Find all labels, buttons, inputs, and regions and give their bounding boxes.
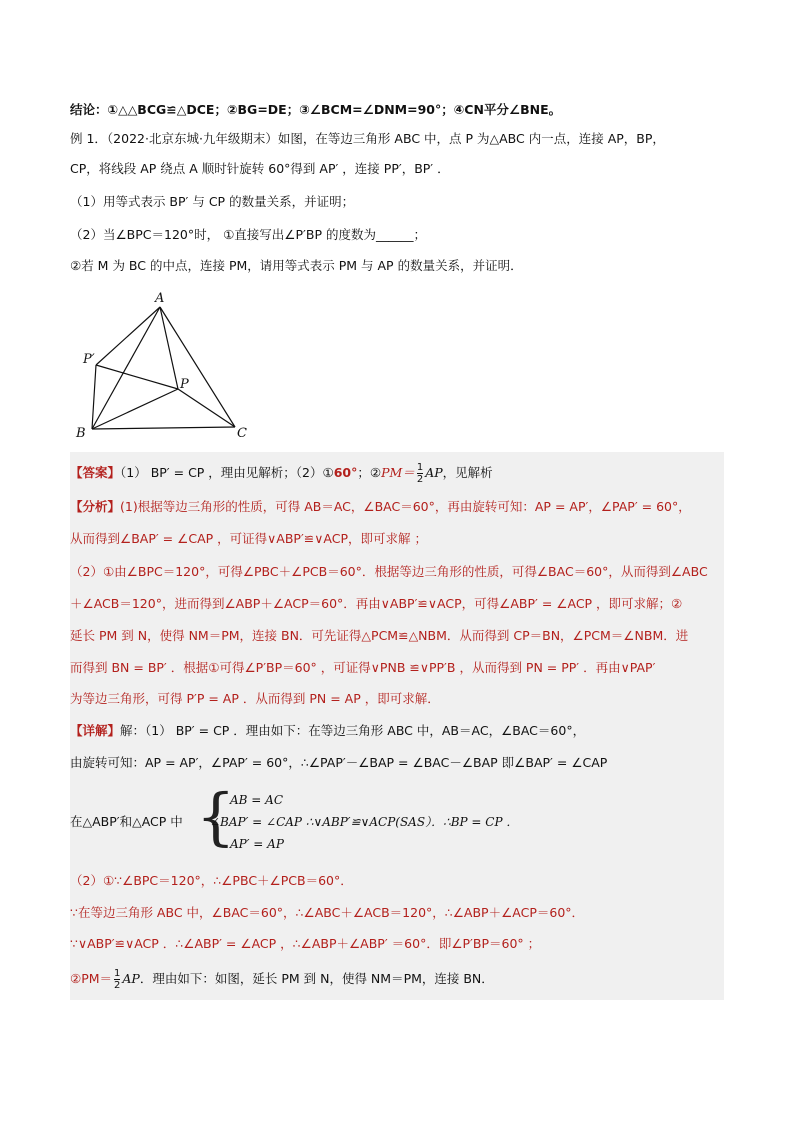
detail-text-4: （2）①∵∠BPC＝120°，∴∠PBC＋∠PCB＝60°． — [70, 873, 353, 888]
system-eq-2 — [210, 812, 518, 832]
detail-text-7-tail: ．理由如下：如图，延长 PM 到 N，使得 NM＝PM，连接 BN． — [139, 971, 494, 986]
conclusion-line — [70, 101, 561, 119]
detail-fraction — [114, 968, 120, 991]
answer-frac-num: 1 — [416, 462, 424, 473]
answer-line — [70, 462, 493, 485]
answer-angle-value: 60° — [333, 465, 358, 480]
analysis-line-1 — [70, 498, 691, 516]
system-eq-3-text: AP′ = AP — [230, 837, 284, 851]
question-2a-text: （2）当∠BPC＝120°时， ①直接写出∠P′BP 的度数为______； — [70, 227, 426, 242]
system-eq-1 — [230, 790, 283, 810]
system-eq-1-text: AB = AC — [230, 793, 284, 807]
analysis-text-1: (1)根据等边三角形的性质，可得 AB＝AC，∠BAC＝60°，再由旋转可知：AP = AP′，∠PAP′ = 60°， — [120, 499, 691, 514]
analysis-line-2 — [70, 530, 427, 548]
system-brace: { — [196, 780, 236, 853]
answer-tail: ，见解析 — [442, 465, 493, 480]
conclusion-text: 结论：①△△BCG≌△DCE；②BG=DE；③∠BCM=∠DNM=90°；④CN平分∠BNE。 — [70, 102, 562, 117]
detail-frac-den: 2 — [114, 980, 121, 991]
analysis-text-7: 为等边三角形，可得 P′P = AP ．从而得到 PN = AP ，即可求解． — [70, 691, 440, 706]
example-text-2: CP，将线段 AP 绕点 A 顺时针旋转 60°得到 AP′ ，连接 PP′，BP′ ． — [70, 161, 450, 176]
label-p-prime: P′ — [83, 352, 95, 367]
analysis-line-5 — [70, 627, 688, 645]
analysis-text-2: 从而得到∠BAP′ = ∠CAP ，可证得∨ABP′≌∨ACP，即可求解 ； — [70, 531, 427, 546]
system-eq-3 — [230, 834, 284, 854]
detail-line-6 — [70, 935, 540, 953]
analysis-line-7 — [70, 690, 440, 708]
question-2a — [70, 226, 426, 244]
edge-ab — [92, 307, 160, 429]
analysis-line-6 — [70, 659, 655, 677]
example-text-1: 例 1．（2022·北京东城·九年级期末）如图，在等边三角形 ABC 中，点 P 为△ABC 内一点，连接 AP，BP， — [70, 131, 665, 146]
question-1 — [70, 193, 354, 211]
detail-text-7-pre: ②PM＝ — [70, 971, 113, 986]
question-2b-text: ②若 M 为 BC 的中点，连接 PM，请用等式表示 PM 与 AP 的数量关系，并证明． — [70, 258, 523, 273]
edge-bpp — [92, 365, 96, 429]
detail-line-2 — [70, 754, 607, 772]
analysis-text-5: 延长 PM 到 N，使得 NM＝PM，连接 BN．可先证得△PCM≌△NBM．从而得到 CP＝BN，∠PCM＝∠NBM．进 — [70, 628, 689, 643]
detail-line-1 — [70, 722, 585, 740]
detail-line-5 — [70, 904, 584, 922]
triangle-figure — [70, 285, 260, 445]
edge-ac — [160, 307, 235, 427]
detail-ap: AP — [122, 971, 140, 986]
label-p: P — [180, 377, 189, 392]
analysis-line-3 — [70, 563, 708, 581]
label-b: B — [76, 426, 86, 441]
answer-part1: （1） BP′ = CP ，理由见解析；（2）① — [120, 465, 334, 480]
edge-bc — [92, 427, 235, 429]
analysis-line-4 — [70, 595, 682, 613]
example-line-2 — [70, 160, 450, 178]
label-c: C — [237, 426, 247, 441]
answer-ap: AP — [425, 465, 443, 480]
answer-fraction — [417, 462, 423, 485]
question-2b — [70, 257, 523, 275]
detail-text-5: ∵在等边三角形 ABC 中，∠BAC＝60°，∴∠ABC＋∠ACB＝120°，∴∠ABP＋∠ACP＝60°． — [70, 905, 585, 920]
edge-ap — [160, 307, 178, 389]
detail-line-3 — [70, 813, 183, 831]
analysis-text-4: ＋∠ACB＝120°，进而得到∠ABP＋∠ACP＝60°．再由∨ABP′≌∨ACP，可得∠ABP′ = ∠ACP ，即可求解；② — [70, 596, 683, 611]
answer-frac-den: 2 — [416, 474, 424, 485]
analysis-text-6: 而得到 BN = BP′ ．根据①可得∠P′BP＝60° ，可证得∨PNB ≌∨PP′B ，从而得到 PN = PP′ ．再由∨PAP′ — [70, 660, 656, 675]
detail-tag: 【详解】 — [70, 723, 121, 738]
answer-tag: 【答案】 — [70, 465, 121, 480]
analysis-tag: 【分析】 — [70, 499, 121, 514]
detail-text-6: ∵∨ABP′≌∨ACP ．∴∠ABP′ = ∠ACP ，∴∠ABP＋∠ABP′ ＝60°．即∠P′BP＝60° ； — [70, 936, 541, 951]
answer-pm: PM＝ — [381, 465, 415, 480]
edge-bp — [92, 389, 178, 429]
detail-frac-num: 1 — [114, 968, 121, 979]
question-1-text: （1）用等式表示 BP′ 与 CP 的数量关系，并证明； — [70, 194, 355, 209]
example-line-1 — [70, 130, 665, 148]
detail-text-2: 由旋转可知：AP = AP′，∠PAP′ = 60°，∴∠PAP′－∠BAP = ∠BAC－∠BAP 即∠BAP′ = ∠CAP — [70, 755, 608, 770]
answer-mid: ；② — [357, 465, 382, 480]
detail-line-7 — [70, 968, 494, 991]
detail-text-3: 在△ABP′和△ACP 中 — [70, 814, 183, 829]
edge-cp — [178, 389, 235, 427]
detail-text-1: 解：（1） BP′ = CP ．理由如下：在等边三角形 ABC 中，AB＝AC，∠BAC＝60°， — [120, 723, 586, 738]
system-eq-2-text: ∠BAP′ = ∠CAP ∴∨ABP′≌∨ACP(SAS）．∴BP = CP ． — [210, 815, 519, 829]
label-a: A — [155, 291, 165, 306]
edge-ppp — [96, 365, 178, 389]
edge-app — [96, 307, 160, 365]
analysis-text-3: （2）①由∠BPC＝120°，可得∠PBC＋∠PCB＝60°．根据等边三角形的性质，可得∠BAC＝60°，从而得到∠ABC — [70, 564, 708, 579]
detail-line-4 — [70, 872, 353, 890]
